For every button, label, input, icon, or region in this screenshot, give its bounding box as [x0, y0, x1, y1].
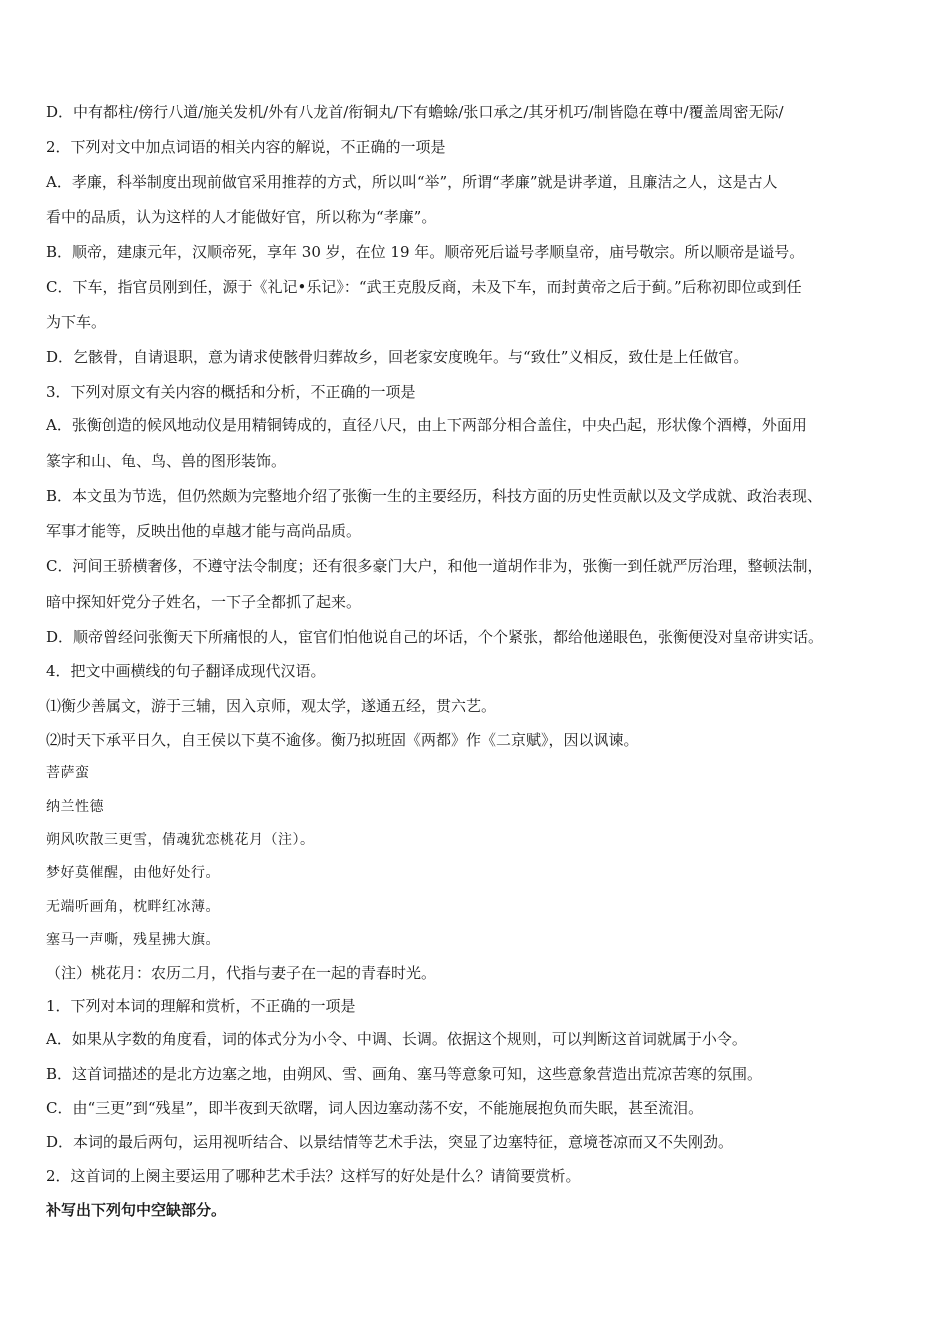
q4-sentence-1: ⑴衡少善属文，游于三辅，因入京师，观太学，遂通五经，贯六艺。 — [46, 697, 497, 715]
q3-option-c-cont: 暗中探知奸党分子姓名，一下子全都抓了起来。 — [46, 593, 362, 611]
poem-note: （注）桃花月：农历二月，代指与妻子在一起的青春时光。 — [46, 964, 437, 982]
q2-option-a-cont: 看中的品质，认为这样的人才能做好官，所以称为“孝廉”。 — [46, 208, 437, 226]
q3-option-b: B．本文虽为节选，但仍然颇为完整地介绍了张衡一生的主要经历，科技方面的历史性贡献以及文学成就、政治表现、 — [46, 487, 823, 505]
pq1-option-d: D．本词的最后两句，运用视听结合、以景结情等艺术手法，突显了边塞特征，意境苍凉而又不失刚劲。 — [46, 1133, 734, 1151]
q3-stem: 3．下列对原文有关内容的概括和分析，不正确的一项是 — [46, 383, 416, 401]
q3-option-a-cont: 篆字和山、龟、鸟、兽的图形装饰。 — [46, 452, 287, 470]
q2-option-c: C．下车，指官员刚到任，源于《礼记•乐记》：“武王克殷反商，未及下车，而封黄帝之后于蓟。”后称初即位或到任 — [46, 278, 802, 296]
poem-line: 无端听画角，枕畔红冰薄。 — [46, 899, 220, 915]
poem-title: 菩萨蛮 — [46, 765, 90, 781]
q3-option-c: C．河间王骄横奢侈，不遵守法令制度；还有很多豪门大户，和他一道胡作非为，张衡一到任就严厉治理，整顿法制， — [46, 557, 823, 575]
q3-option-a: A．张衡创造的候风地动仪是用精铜铸成的，直径八尺，由上下两部分相合盖住，中央凸起，形状像个酒樽，外面用 — [46, 416, 807, 434]
q4-sentence-2: ⑵时天下承平日久，自王侯以下莫不逾侈。衡乃拟班固《两都》作《二京赋》，因以讽谏。 — [46, 731, 639, 749]
poem-line: 梦好莫催醒，由他好处行。 — [46, 865, 220, 881]
q2-option-c-cont: 为下车。 — [46, 313, 107, 331]
q2-stem: 2．下列对文中加点词语的相关内容的解说，不正确的一项是 — [46, 138, 446, 156]
pq1-option-b: B．这首词描述的是北方边塞之地，由朔风、雪、画角、塞马等意象可知，这些意象营造出荒凉苦寒的氛围。 — [46, 1065, 763, 1083]
q1-option-d: D．中有都柱/傍行八道/施关发机/外有八龙首/衔铜丸/下有蟾蜍/张口承之/其牙机巧/制皆隐在尊中/覆盖周密无际/ — [46, 103, 784, 121]
q2-option-b: B．顺帝，建康元年，汉顺帝死，享年 30 岁，在位 19 年。顺帝死后谥号孝顺皇帝，庙号敬宗。所以顺帝是谥号。 — [46, 243, 805, 261]
poem-author: 纳兰性德 — [46, 799, 104, 815]
pq1-option-c: C．由“三更”到“残星”，即半夜到天欲曙，词人因边塞动荡不安，不能施展抱负而失眠，甚至流泪。 — [46, 1099, 704, 1117]
pq1-stem: 1．下列对本词的理解和赏析，不正确的一项是 — [46, 997, 356, 1015]
q2-option-a: A．孝廉，科举制度出现前做官采用推荐的方式，所以叫“举”，所谓“孝廉”就是讲孝道，且廉洁之人，这是古人 — [46, 173, 778, 191]
poem-line: 朔风吹散三更雪，倩魂犹恋桃花月（注）。 — [46, 832, 315, 848]
q3-option-d: D．顺帝曾经问张衡天下所痛恨的人，宦官们怕他说自己的坏话，个个紧张，都给他递眼色，张衡便没对皇帝讲实话。 — [46, 628, 824, 646]
poem-line: 塞马一声嘶，残星拂大旗。 — [46, 932, 220, 948]
q2-option-d: D．乞骸骨，自请退职，意为请求使骸骨归葬故乡，回老家安度晚年。与“致仕”义相反，致仕是上任做官。 — [46, 348, 749, 366]
q3-option-b-cont: 军事才能等，反映出他的卓越才能与高尚品质。 — [46, 522, 362, 540]
pq1-option-a: A．如果从字数的角度看，词的体式分为小令、中调、长调。依据这个规则，可以判断这首词就属于小令。 — [46, 1030, 747, 1048]
section-heading: 补写出下列句中空缺部分。 — [46, 1201, 227, 1219]
q4-stem: 4．把文中画横线的句子翻译成现代汉语。 — [46, 662, 326, 680]
pq2-stem: 2．这首词的上阕主要运用了哪种艺术手法？这样写的好处是什么？请简要赏析。 — [46, 1167, 581, 1185]
